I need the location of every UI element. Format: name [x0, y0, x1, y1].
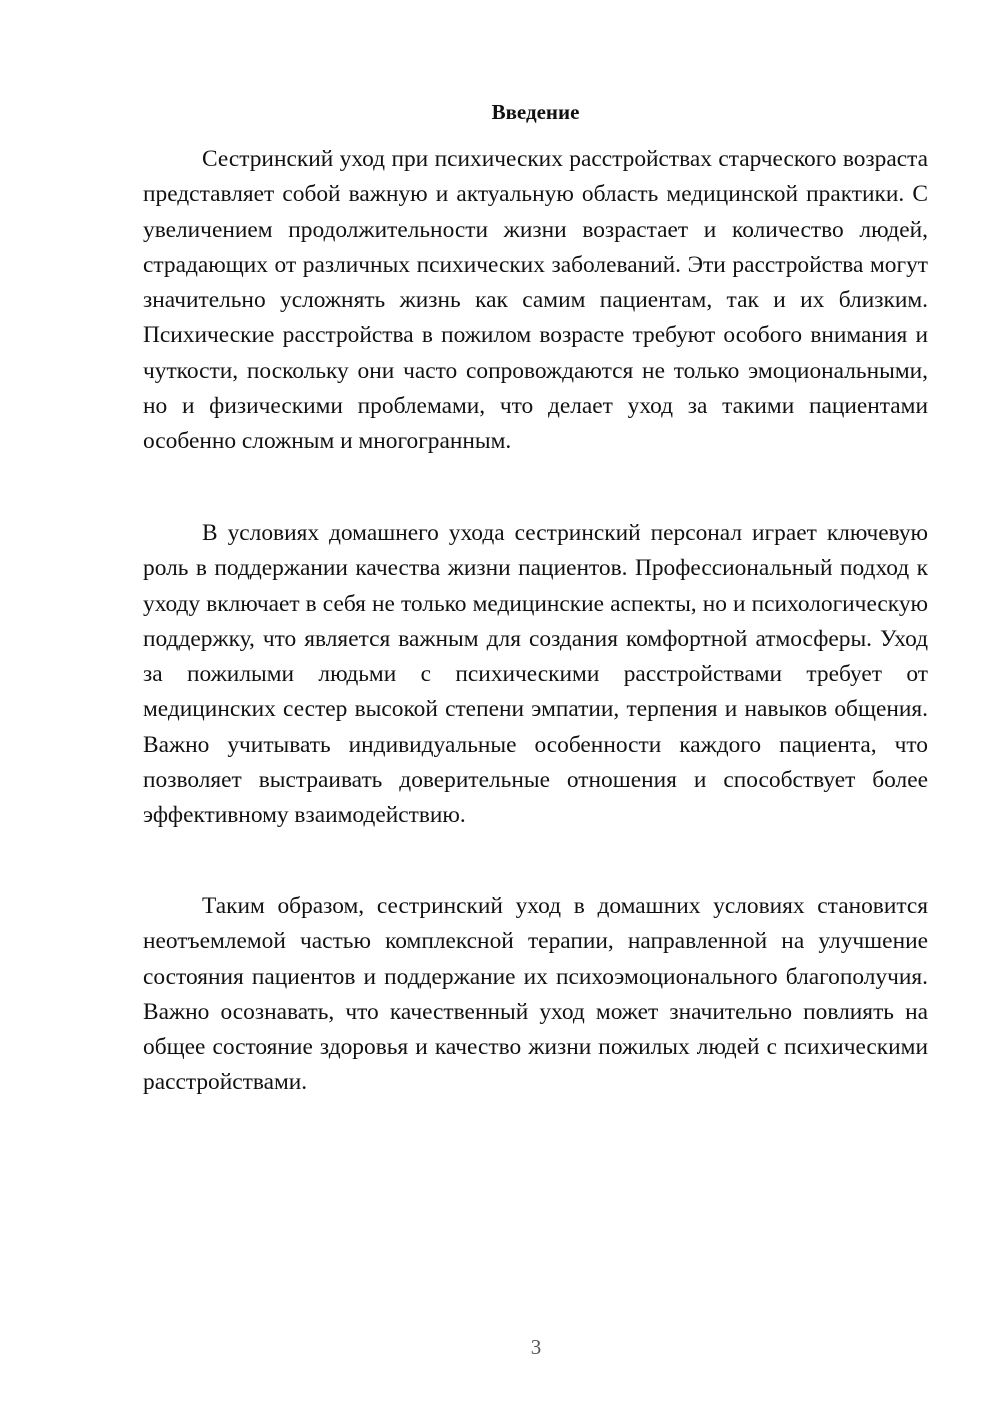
paragraph-2: В условиях домашнего ухода сестринский персонал играет ключевую роль в поддержании качества жизни пациентов. Профессиональный подход к уходу включает в себя не только медицинские аспекты, но и психологическую поддержку, что является важным для создания комфортной атмосферы. Уход за пожилыми людьми с психическими расстройствами требует от медицинских сестер высокой степени эмпатии, терпения и навыков общения. Важно учитывать индивидуальные особенности каждого пациента, что позволяет выстраивать доверительные отношения и способствует более эффективному взаимодействию. — [143, 520, 928, 829]
paragraph-1: Сестринский уход при психических расстройствах старческого возраста представляет собой важную и актуальную область медицинской практики. С увеличением продолжительности жизни возрастает и количество людей, страдающих от различных психических заболеваний. Эти расстройства могут значительно усложнять жизнь как самим пациентам, так и их близким. Психические расстройства в пожилом возрасте требуют особого внимания и чуткости, поскольку они часто сопровождаются не только эмоциональными, но и физическими проблемами, что делает уход за такими пациентами особенно сложным и многогранным. — [143, 146, 928, 455]
paragraph-3: Таким образом, сестринский уход в домашних условиях становится неотъемлемой частью комплексной терапии, направленной на улучшение состояния пациентов и поддержание их психоэмоционального благополучия. Важно осознавать, что качественный уход может значительно повлиять на общее состояние здоровья и качество жизни пожилых людей с психическими расстройствами. — [143, 893, 928, 1096]
page-number: 3 — [530, 1335, 542, 1359]
page-title: Введение — [491, 100, 580, 124]
